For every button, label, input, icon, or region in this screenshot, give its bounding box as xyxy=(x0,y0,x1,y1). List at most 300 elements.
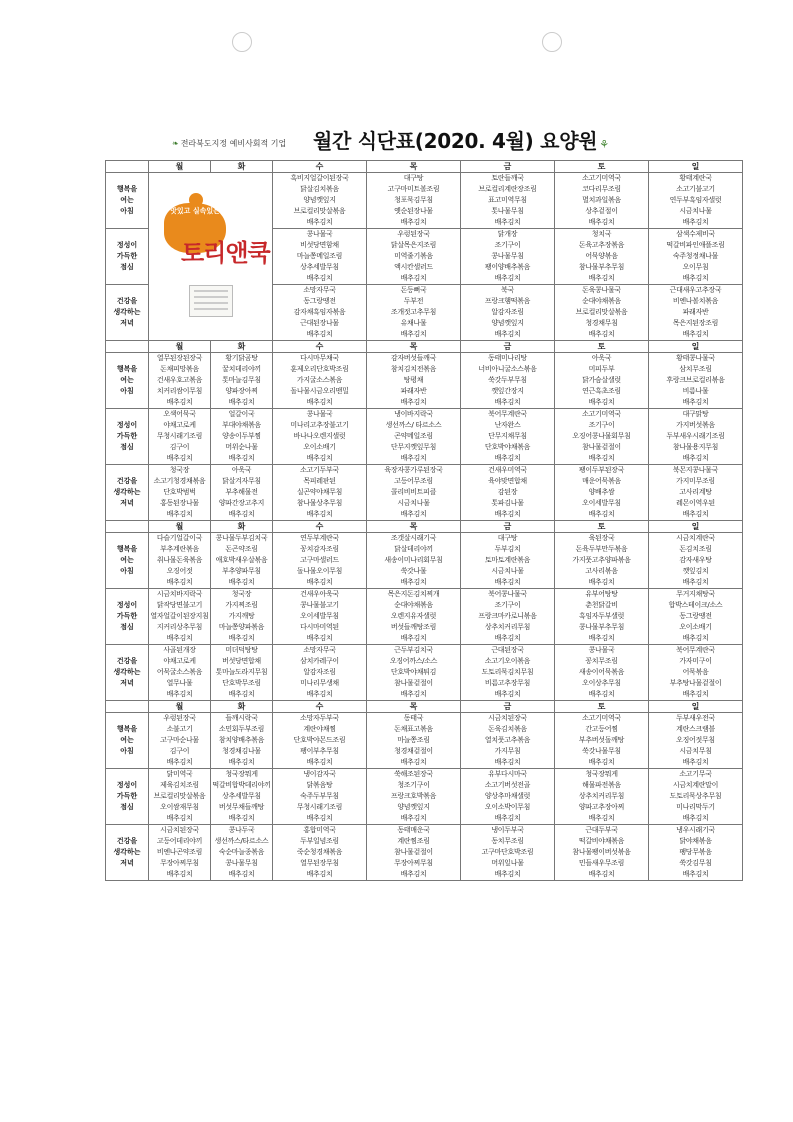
dish-item: 가지찌조림 xyxy=(225,601,258,609)
menu-cell xyxy=(461,769,555,825)
dish-item: 콩나물불고기 xyxy=(300,601,339,609)
meal-label-line: 가득한 xyxy=(116,432,138,440)
dish-item: 머위순나물 xyxy=(225,443,258,451)
dish-item: 돈채표고볶음 xyxy=(394,725,433,733)
day-header: 수 xyxy=(273,341,367,353)
dish-item: 배추김치 xyxy=(682,218,709,226)
dish-item: 다시마무채국 xyxy=(300,354,339,362)
dish-item: 배추김치 xyxy=(400,398,427,406)
dish-item: 오징어젓 xyxy=(166,567,193,575)
dish-item: 닭야채볶음 xyxy=(679,837,712,845)
dish-item: 배추김치 xyxy=(588,454,615,462)
title-text: 월간 식단표(2020. 4월) 요양원 xyxy=(313,129,598,153)
day-header: 월 xyxy=(149,161,211,173)
menu-cell xyxy=(211,353,273,409)
dish-item: 동치무조림 xyxy=(491,837,524,845)
dish-item: 닭개장 xyxy=(497,230,518,238)
dish-item: 소민회두부조림 xyxy=(218,725,265,733)
dish-item: 북몬지콩나물국 xyxy=(672,466,719,474)
menu-cell xyxy=(649,465,743,521)
dish-item: 배추김치 xyxy=(306,510,333,518)
dish-item: 떡갈비합박데리야끼 xyxy=(212,781,271,789)
day-header: 목 xyxy=(367,341,461,353)
corner-cell xyxy=(106,161,149,173)
dish-item: 돈육김치볶음 xyxy=(488,725,527,733)
dish-item: 마늘쫑메일조림 xyxy=(296,252,343,260)
dish-item: 민들새우무조림 xyxy=(578,859,625,867)
dish-item: 청경채무침 xyxy=(585,319,618,327)
menu-cell xyxy=(367,713,461,769)
dish-item: 꽁치감자조림 xyxy=(300,545,339,553)
dish-item: 실곤약야채무침 xyxy=(296,488,343,496)
dish-item: 가자미구이 xyxy=(679,657,712,665)
dish-item: 배추김치 xyxy=(494,578,521,586)
dish-item: 배추김치 xyxy=(228,814,255,822)
dish-item: 대구맑탕 xyxy=(682,410,709,418)
meal-row xyxy=(106,409,743,465)
dish-item: 열치풋고추볶음 xyxy=(484,736,531,744)
dish-item: 토란들깨국 xyxy=(491,174,524,182)
dish-item: 톳나물무침 xyxy=(491,207,524,215)
menu-cell xyxy=(149,353,211,409)
menu-cell xyxy=(555,645,649,701)
dish-item: 배추김치 xyxy=(682,870,709,878)
dish-item: 북국 xyxy=(501,286,514,294)
meal-row xyxy=(106,825,743,881)
dish-item: 제육김치조림 xyxy=(160,781,199,789)
dish-item: 고구마미트볼조림 xyxy=(387,185,440,193)
dish-item: 소망자무국 xyxy=(303,646,336,654)
dish-item: 돈육콩나물국 xyxy=(582,286,621,294)
meal-label-line: 생각하는 xyxy=(113,308,141,316)
dish-item: 건새우아욱국 xyxy=(300,590,339,598)
dish-item: 미나리고추장불고기 xyxy=(290,421,349,429)
leaf-icon: ❧ xyxy=(172,139,179,148)
dish-item: 두부김치 xyxy=(494,545,521,553)
dish-item: 쑥갓두부무침 xyxy=(488,376,527,384)
day-header: 토 xyxy=(555,161,649,173)
dish-item: 청국장 xyxy=(231,590,252,598)
dish-item: 소고기오이볶음 xyxy=(484,657,531,665)
dish-item: 양념깻잎지 xyxy=(303,196,336,204)
dish-item: 소고기버섯전골 xyxy=(484,781,531,789)
dish-item: 배추김치 xyxy=(306,274,333,282)
dish-item: 유부어탕탕 xyxy=(585,590,618,598)
meal-label-line: 생각하는 xyxy=(113,488,141,496)
dish-item: 브로컬리맛살볶음 xyxy=(293,207,346,215)
dish-item: 상추치커리무침 xyxy=(578,792,625,800)
menu-cell xyxy=(461,713,555,769)
dish-item: 황기닭곰탕 xyxy=(225,354,258,362)
dish-item: 치커리쌈이무침 xyxy=(156,387,203,395)
dish-item: 배추김치 xyxy=(306,398,333,406)
dish-item: 건새우미역국 xyxy=(488,466,527,474)
dish-item: 콩나물국 xyxy=(588,646,615,654)
dish-item: 부대야채볶음 xyxy=(222,421,261,429)
dish-item: 배추김치 xyxy=(494,330,521,338)
menu-cell xyxy=(649,533,743,589)
menu-cell xyxy=(555,825,649,881)
dish-item: 고구마순나물 xyxy=(160,736,199,744)
meal-label-line: 건강을 xyxy=(116,837,138,845)
dish-item: 너비아니굴소스볶음 xyxy=(478,365,537,373)
dish-item: 배추김치 xyxy=(494,398,521,406)
dish-item: 오징어콩나물회무침 xyxy=(572,432,631,440)
menu-table xyxy=(105,160,743,881)
dish-item: 소고기미역국 xyxy=(582,174,621,182)
dish-item: 우렁된장국 xyxy=(163,714,196,722)
dish-item: 숙주청정채나물 xyxy=(672,252,719,260)
menu-cell xyxy=(649,229,743,285)
menu-cell xyxy=(461,409,555,465)
menu-cell xyxy=(555,285,649,341)
dish-item: 프랑크마카로니볶음 xyxy=(478,612,537,620)
dish-item: 근대된장국 xyxy=(491,646,524,654)
day-header: 월 xyxy=(149,341,211,353)
dish-item: 돈육고추장볶음 xyxy=(578,241,625,249)
day-header: 금 xyxy=(461,701,555,713)
menu-cell xyxy=(211,769,273,825)
menu-cell xyxy=(273,409,367,465)
dish-item: 미나리무생채 xyxy=(300,679,339,687)
dish-item: 배추김치 xyxy=(306,758,333,766)
dish-item: 무장아찌무침 xyxy=(160,859,199,867)
dish-item: 지커리상추무침 xyxy=(156,623,203,631)
dish-item: 팽이부추무침 xyxy=(300,747,339,755)
meal-row xyxy=(106,589,743,645)
dish-item: 배추김치 xyxy=(306,454,333,462)
dish-item: 양념깻잎지 xyxy=(491,319,524,327)
dish-item: 배추김치 xyxy=(166,690,193,698)
menu-cell xyxy=(649,713,743,769)
dish-item: 배추김치 xyxy=(228,758,255,766)
menu-cell xyxy=(461,589,555,645)
dish-item: 오이세발무침 xyxy=(582,499,621,507)
meal-label-line: 점심 xyxy=(120,803,134,811)
menu-cell xyxy=(649,589,743,645)
day-header: 월 xyxy=(149,701,211,713)
dish-item: 근두부김치국 xyxy=(394,646,433,654)
dish-item: 배추김치 xyxy=(588,578,615,586)
dish-item: 북어무계란국 xyxy=(488,410,527,418)
dish-item: 배추김치 xyxy=(228,690,255,698)
dish-item: 상추치커리무침 xyxy=(484,623,531,631)
dish-item: 팽이양배추볶음 xyxy=(484,263,531,271)
dish-item: 알감자조림 xyxy=(491,308,524,316)
dish-item: 참나물용지무침 xyxy=(672,443,719,451)
dish-item: 배추김치 xyxy=(400,814,427,822)
dish-item: 배추김치 xyxy=(588,634,615,642)
meal-label xyxy=(106,825,149,881)
dish-item: 어묵볶음 xyxy=(682,668,709,676)
dish-item: 우렁된장국 xyxy=(397,230,430,238)
day-header: 수 xyxy=(273,521,367,533)
dish-item: 배추김치 xyxy=(682,398,709,406)
dish-item: 배추김치 xyxy=(494,274,521,282)
meal-label-line: 행복을 xyxy=(116,725,138,733)
dish-item: 시금치계란국 xyxy=(676,534,715,542)
dish-item: 김구이 xyxy=(169,443,190,451)
dish-item: 생선까스/타르소스 xyxy=(214,837,269,845)
meal-row xyxy=(106,769,743,825)
dish-item: 오이무침 xyxy=(682,263,709,271)
menu-cell xyxy=(367,533,461,589)
dish-item: 닭살김치볶음 xyxy=(300,185,339,193)
dish-item: 두부새우시래기조림 xyxy=(666,432,725,440)
dish-item: 감자새우탕 xyxy=(679,556,712,564)
dish-item: 가지버섯볶음 xyxy=(676,421,715,429)
dish-item: 팽당무볶음 xyxy=(679,848,712,856)
dish-item: 배추김치 xyxy=(306,218,333,226)
dish-item: 멸치과일볶음 xyxy=(582,196,621,204)
dish-item: 무청시래기조림 xyxy=(156,432,203,440)
dish-item: 버섯들깨탕조림 xyxy=(390,623,437,631)
dish-item: 고등어무조림 xyxy=(394,477,433,485)
menu-cell xyxy=(367,825,461,881)
dish-item: 알감자조림 xyxy=(303,668,336,676)
meal-label xyxy=(106,533,149,589)
dish-item: 콩나물무침 xyxy=(225,859,258,867)
menu-cell xyxy=(555,589,649,645)
dish-item: 배추김치 xyxy=(166,578,193,586)
dish-item: 춘천닭갈비 xyxy=(585,601,618,609)
dish-item: 어묵굴소스볶음 xyxy=(156,668,203,676)
dish-item: 버섯당면합채 xyxy=(222,657,261,665)
dish-item: 배추김치 xyxy=(494,870,521,878)
dish-item: 배추김치 xyxy=(494,690,521,698)
menu-cell xyxy=(149,713,211,769)
dish-item: 오이소박이무침 xyxy=(484,803,531,811)
dish-item: 배추김치 xyxy=(588,398,615,406)
dish-item: 냉이바지락국 xyxy=(394,410,433,418)
week-header-row xyxy=(106,161,743,173)
dish-item: 곤약메일조림 xyxy=(394,432,433,440)
menu-cell xyxy=(149,589,211,645)
dish-item: 오징어까스/소스 xyxy=(389,657,438,665)
meal-label-line: 저녁 xyxy=(120,319,134,327)
dish-item: 콩나물부추무침 xyxy=(578,623,625,631)
dish-item: 계란스크램블 xyxy=(676,725,715,733)
dish-item: 감자채흑임자볶음 xyxy=(293,308,346,316)
meal-label-line: 정성이 xyxy=(116,601,138,609)
menu-cell xyxy=(555,769,649,825)
menu-cell xyxy=(149,465,211,521)
menu-cell xyxy=(649,353,743,409)
day-header: 목 xyxy=(367,701,461,713)
dish-item: 레몬이역우된 xyxy=(676,499,715,507)
day-header: 화 xyxy=(211,521,273,533)
dish-item: 참치양배추볶음 xyxy=(218,736,265,744)
dish-item: 두부새우전국 xyxy=(676,714,715,722)
corner-cell xyxy=(106,341,149,353)
dish-item: 목피레판된 xyxy=(303,477,336,485)
dish-item: 사골된개장 xyxy=(163,646,196,654)
dish-item: 가지굴소스볶음 xyxy=(296,376,343,384)
dish-item: 청포묵김무침 xyxy=(394,196,433,204)
dish-item: 양파간장고추지 xyxy=(218,499,265,507)
week-header-row xyxy=(106,341,743,353)
menu-cell xyxy=(461,465,555,521)
meal-label-line: 점심 xyxy=(120,623,134,631)
day-header: 금 xyxy=(461,341,555,353)
menu-cell xyxy=(273,533,367,589)
dish-item: 배추김치 xyxy=(166,454,193,462)
dish-item: 배추김치 xyxy=(228,634,255,642)
dish-item: 브로컬리맛살볶음 xyxy=(153,792,206,800)
dish-item: 해물파전볶음 xyxy=(582,781,621,789)
dish-item: 유채나물 xyxy=(400,319,427,327)
dish-item: 아욱국 xyxy=(591,354,612,362)
menu-cell xyxy=(555,465,649,521)
day-header: 일 xyxy=(649,701,743,713)
meal-label-line: 아침 xyxy=(120,387,134,395)
dish-item: 숙순마늘종볶음 xyxy=(218,848,265,856)
dish-item: 상추겉절이 xyxy=(585,207,618,215)
dish-item: 돌나물오이무침 xyxy=(296,567,343,575)
dish-item: 부추양파무침 xyxy=(222,567,261,575)
dish-item: 소고기청경채볶음 xyxy=(153,477,206,485)
week-header-row xyxy=(106,701,743,713)
dish-item: 청조기구이 xyxy=(397,781,430,789)
meal-label-line: 아침 xyxy=(120,207,134,215)
dish-item: 부추버섯돌깨탕 xyxy=(578,736,625,744)
dish-item: 콩나물두부김치국 xyxy=(215,534,268,542)
dish-item: 배추김치 xyxy=(228,510,255,518)
dish-item: 닭살겨자무침 xyxy=(222,477,261,485)
menu-cell xyxy=(649,173,743,229)
dish-item: 프랑크햄떡볶음 xyxy=(484,297,531,305)
dish-item: 대구탕 xyxy=(497,534,518,542)
dish-item: 배추김치 xyxy=(228,398,255,406)
dish-item: 배추김치 xyxy=(682,454,709,462)
dish-item: 시금치된장국 xyxy=(488,714,527,722)
dish-item: 토마토계란볶음 xyxy=(484,556,531,564)
menu-cell xyxy=(367,769,461,825)
dish-item: 배추김치 xyxy=(682,330,709,338)
dish-item: 브로컬리계란장조림 xyxy=(478,185,537,193)
menu-cell xyxy=(555,713,649,769)
dish-item: 참나물팽이버섯볶음 xyxy=(572,848,631,856)
dish-item: 연두부흑임자샐럿 xyxy=(669,196,722,204)
dish-item: 미나리막두기 xyxy=(676,803,715,811)
dish-item: 고사리볶음 xyxy=(585,567,618,575)
dish-item: 시금치계란말이 xyxy=(672,781,719,789)
dish-item: 배추김치 xyxy=(588,870,615,878)
dish-item: 시금치무침 xyxy=(679,747,712,755)
dish-item: 건새우호고볶음 xyxy=(156,376,203,384)
day-header: 토 xyxy=(555,341,649,353)
dish-item: 배추김치 xyxy=(588,330,615,338)
dish-item: 돈등뼈국 xyxy=(400,286,427,294)
meal-row xyxy=(106,353,743,409)
dish-item: 단호박무조림 xyxy=(222,679,261,687)
certificate-image xyxy=(189,285,233,317)
dish-item: 배추김치 xyxy=(228,454,255,462)
meal-label-line: 건강을 xyxy=(116,657,138,665)
menu-cell xyxy=(367,173,461,229)
dish-item: 파래자반 xyxy=(400,387,427,395)
menu-cell xyxy=(211,589,273,645)
meal-row xyxy=(106,713,743,769)
dish-item: 오징어젓무침 xyxy=(676,736,715,744)
menu-cell xyxy=(461,645,555,701)
day-header: 금 xyxy=(461,521,555,533)
dish-item: 참나물겉절이 xyxy=(394,848,433,856)
menu-cell xyxy=(211,409,273,465)
dish-item: 배추김치 xyxy=(306,690,333,698)
day-header: 목 xyxy=(367,521,461,533)
dish-item: 배추김치 xyxy=(682,690,709,698)
punch-hole xyxy=(232,32,252,52)
dish-item: 비엔나볼치볶음 xyxy=(672,297,719,305)
menu-cell xyxy=(555,533,649,589)
dish-item: 비엔나곤약조림 xyxy=(156,848,203,856)
dish-item: 콜리비비트피클 xyxy=(390,488,437,496)
dish-item: 얼갈이국 xyxy=(228,410,255,418)
dish-item: 두부일념조림 xyxy=(300,837,339,845)
corner-cell xyxy=(106,701,149,713)
dish-item: 오렌지유자샐럿 xyxy=(390,612,437,620)
dish-item: 배추김치 xyxy=(400,758,427,766)
dish-item: 단호박야몬드조림 xyxy=(293,736,346,744)
dish-item: 소고기미역국 xyxy=(582,410,621,418)
dish-item: 단호박야채볶음 xyxy=(484,443,531,451)
dish-item: 단무지깻잎무침 xyxy=(390,443,437,451)
day-header: 일 xyxy=(649,341,743,353)
menu-cell xyxy=(367,645,461,701)
dish-item: 다시마미역된 xyxy=(300,623,339,631)
dish-item: 동그랑땡전 xyxy=(303,297,336,305)
dish-item: 오색어묵국 xyxy=(163,410,196,418)
dish-item: 삼색수제비국 xyxy=(676,230,715,238)
dish-item: 떡갈비파인애플조림 xyxy=(666,241,725,249)
menu-cell xyxy=(211,713,273,769)
dish-item: 매운어묵볶음 xyxy=(582,477,621,485)
page-title xyxy=(313,125,609,154)
day-header: 수 xyxy=(273,701,367,713)
day-header: 금 xyxy=(461,161,555,173)
dish-item: 마늘쫑조림 xyxy=(397,736,430,744)
dish-item: 난자완스 xyxy=(494,421,521,429)
dish-item: 배추김치 xyxy=(306,870,333,878)
dish-item: 배추김치 xyxy=(400,634,427,642)
menu-cell xyxy=(649,409,743,465)
meal-label xyxy=(106,173,149,229)
punch-hole xyxy=(542,32,562,52)
dish-item: 배추김치 xyxy=(400,578,427,586)
dish-item: 미역줄기볶음 xyxy=(394,252,433,260)
dish-item: 배추김치 xyxy=(166,398,193,406)
dish-item: 배추김치 xyxy=(682,758,709,766)
dish-item: 시금치나물 xyxy=(491,567,524,575)
day-header: 월 xyxy=(149,521,211,533)
logo-tagline: 맛있고 실속있는 xyxy=(170,207,220,215)
dish-item: 배추김치 xyxy=(494,218,521,226)
dish-item: 돈곤약조림 xyxy=(225,545,258,553)
dish-item: 오이세발무침 xyxy=(300,612,339,620)
dish-item: 양상추마채샐럿 xyxy=(484,792,531,800)
dish-item: 가지풋고추양파볶음 xyxy=(572,556,631,564)
dish-item: 새송이미나리회무침 xyxy=(384,556,443,564)
dish-item: 참나물부추무침 xyxy=(578,263,625,271)
meal-label-line: 저녁 xyxy=(120,859,134,867)
dish-item: 배추김치 xyxy=(166,758,193,766)
dish-item: 열자얼갈이된장지침 xyxy=(150,612,209,620)
dish-item: 탕평채 xyxy=(403,376,424,384)
meal-label xyxy=(106,229,149,285)
menu-cell xyxy=(273,589,367,645)
meal-label-line: 정성이 xyxy=(116,421,138,429)
